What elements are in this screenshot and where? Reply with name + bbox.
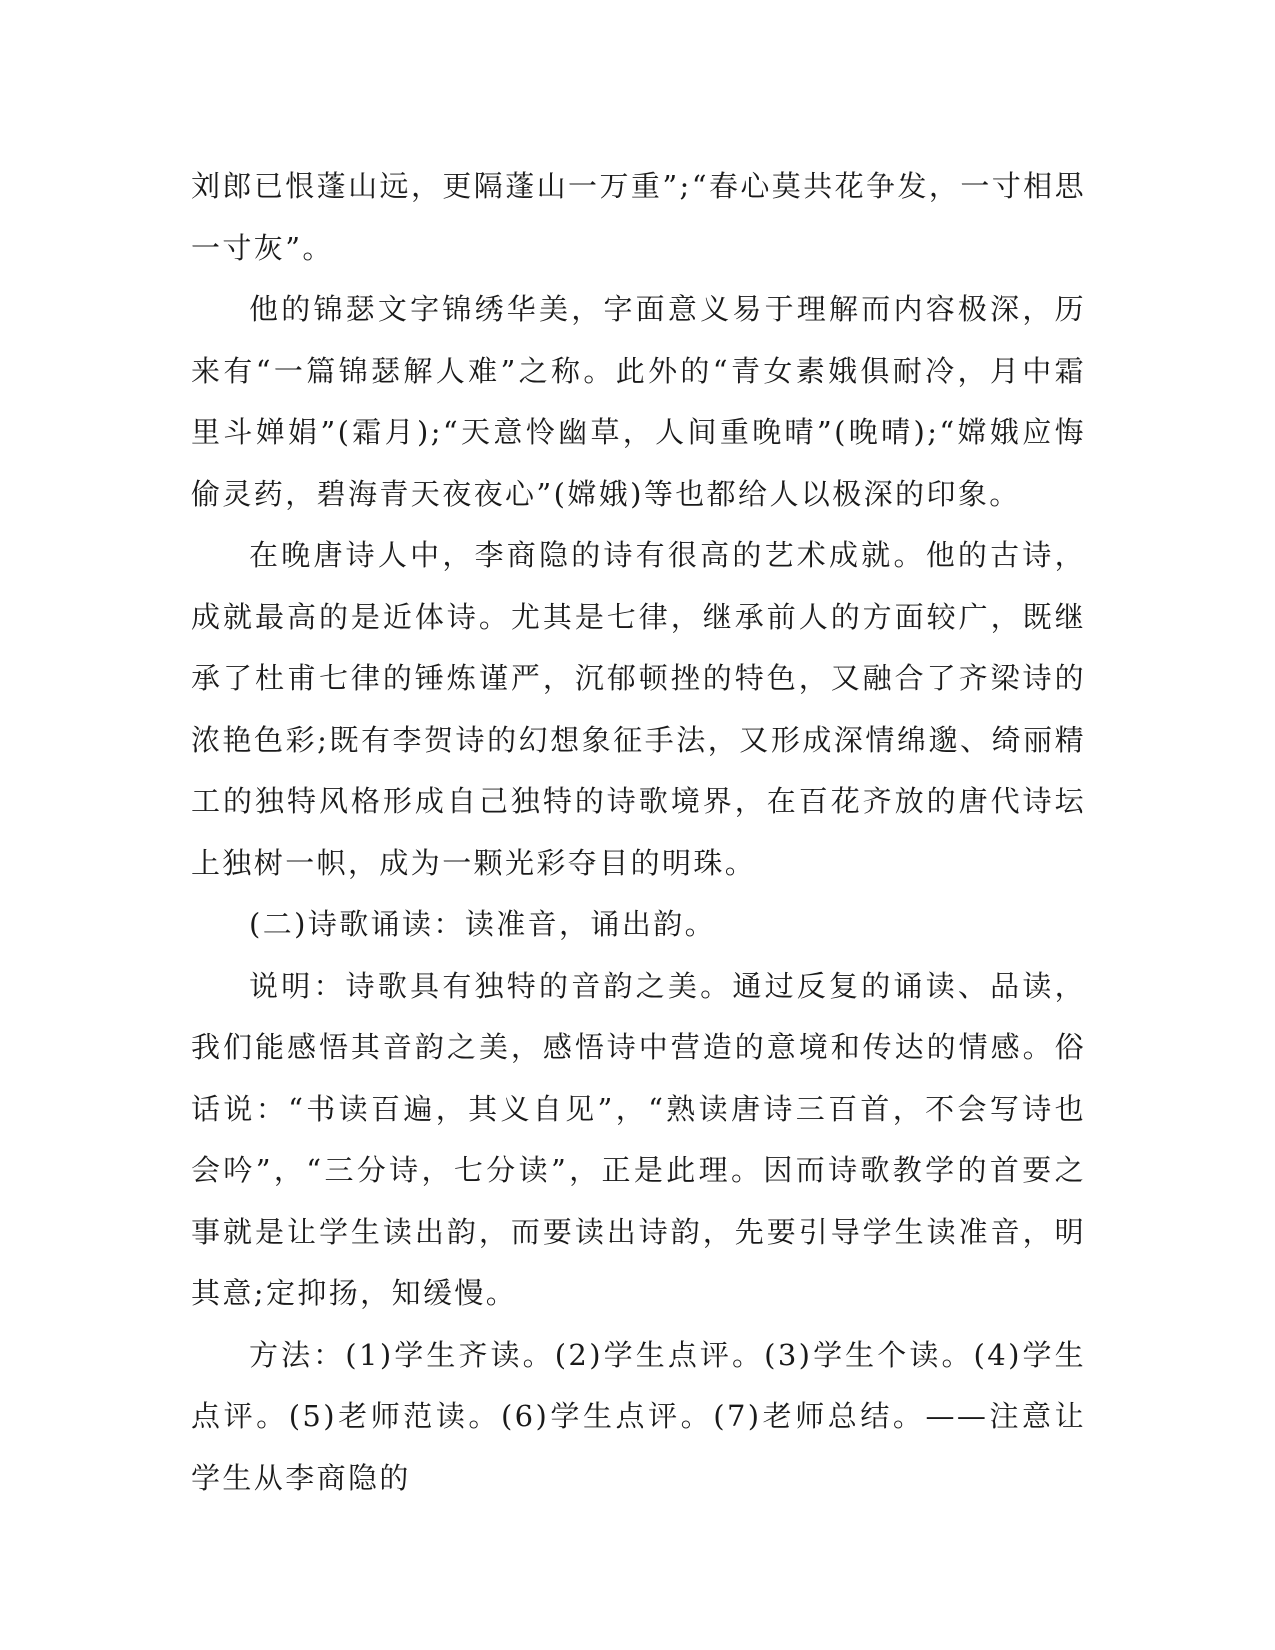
paragraph-3: 在晚唐诗人中，李商隐的诗有很高的艺术成就。他的古诗，成就最高的是近体诗。尤其是七律，继承前人的方面较广，既继承了杜甫七律的锤炼谨严，沉郁顿挫的特色，又融合了齐梁诗的浓艳色彩;既有李贺诗的幻想象征手法，又形成深情绵邈、绮丽精工的独特风格形成自己独特的诗歌境界，在百花齐放的唐代诗坛上独树一帜，成为一颗光彩夺目的明珠。 bbox=[191, 538, 1086, 880]
section-heading: (二)诗歌诵读：读准音，诵出韵。 bbox=[249, 907, 717, 941]
paragraph-2: 他的锦瑟文字锦绣华美，字面意义易于理解而内容极深，历来有“一篇锦瑟解人难”之称。此外的“青女素娥俱耐冷，月中霜里斗婵娟”(霜月);“天意怜幽草，人间重晚晴”(晚晴);“嫦娥应悔偷灵药，碧海青天夜夜心”(嫦娥)等也都给人以极深的印象。 bbox=[191, 292, 1086, 511]
paragraph-method: 方法：(1)学生齐读。(2)学生点评。(3)学生个读。(4)学生点评。(5)老师范读。(6)学生点评。(7)老师总结。——注意让学生从李商隐的 bbox=[191, 1337, 1086, 1495]
body-text bbox=[191, 156, 1086, 1509]
paragraph-1: 刘郎已恨蓬山远，更隔蓬山一万重”;“春心莫共花争发，一寸相思一寸灰”。 bbox=[191, 169, 1086, 265]
paragraph-explanation: 说明：诗歌具有独特的音韵之美。通过反复的诵读、品读，我们能感悟其音韵之美，感悟诗中营造的意境和传达的情感。俗话说：“书读百遍，其义自见”，“熟读唐诗三百首，不会写诗也会吟”，“三分诗，七分读”，正是此理。因而诗歌教学的首要之事就是让学生读出韵，而要读出诗韵，先要引导学生读准音，明其意;定抑扬，知缓慢。 bbox=[191, 968, 1086, 1310]
